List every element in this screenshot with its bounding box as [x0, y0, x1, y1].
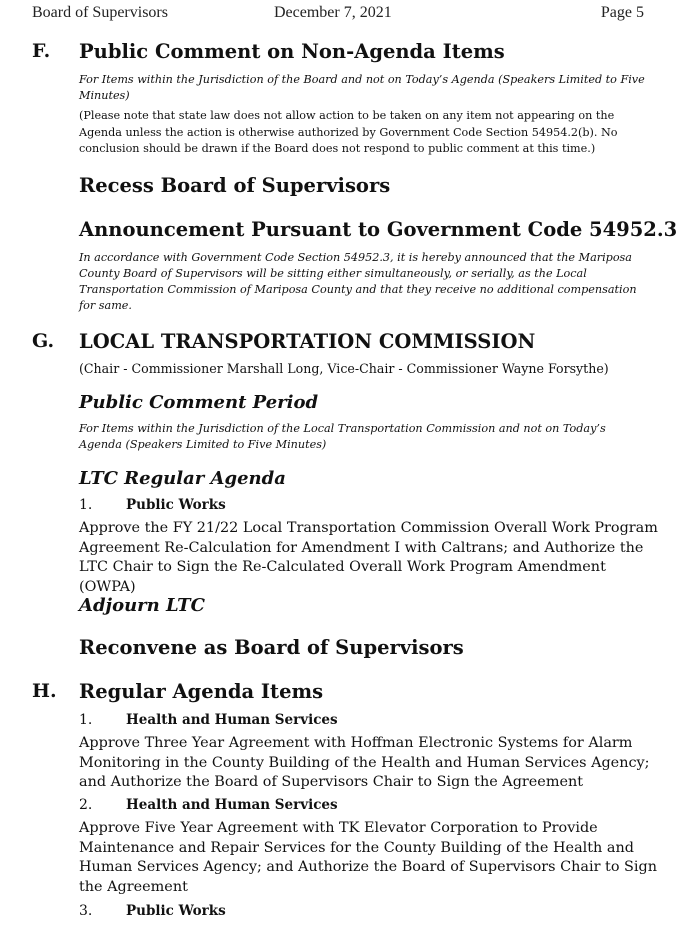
regular-item-text: Approve Five Year Agreement with TK Elevator Corporation to Provide Maintenance and Repair Services for the County Building of the Health and Human Services Agency; and Authorize the Board of Supervisors Chair to Sign the Agreement — [79, 820, 657, 895]
header-date: December 7, 2021 — [274, 4, 392, 21]
public-comment-period-title: Public Comment Period — [79, 392, 319, 413]
announcement-text: In accordance with Government Code Section 54952.3, it is hereby announced that the Mariposa County Board of Supervisors will be sitting either simultaneously, or serially, as the Local Transportation Commission of Mariposa County and that they receive no additional compensation for same. — [79, 251, 637, 312]
section-g-letter: G. — [32, 330, 55, 352]
ltc-item-text: Approve the FY 21/22 Local Transportation Commission Overall Work Program Agreement Re-Calculation for Amendment I with Caltrans; and Authorize the LTC Chair to Sign the Re-Calculated Overall Work Program Amendment (OWPA) — [79, 520, 658, 595]
ltc-item-number: 1. — [79, 497, 93, 513]
section-g-title: LOCAL TRANSPORTATION COMMISSION — [79, 330, 536, 353]
header-page-number: Page 5 — [600, 4, 644, 21]
ltc-regular-agenda-title: LTC Regular Agenda — [79, 468, 286, 489]
regular-item-department: Public Works — [126, 903, 226, 919]
adjourn-ltc: Adjourn LTC — [79, 595, 205, 616]
section-h-letter: H. — [32, 680, 57, 702]
regular-item-text: Approve Three Year Agreement with Hoffman Electronic Systems for Alarm Monitoring in the County Building of the Health and Human Services Agency; and Authorize the Board of Supervisors Chair to Sign the Agreement — [79, 735, 650, 790]
header-board-name: Board of Supervisors — [32, 4, 168, 21]
section-f-subtitle: For Items within the Jurisdiction of the Board and not on Today’s Agenda (Speakers Limited to Five Minutes) — [79, 73, 645, 102]
section-h-title: Regular Agenda Items — [79, 680, 324, 703]
regular-item-department: Health and Human Services — [126, 712, 338, 728]
regular-item-number: 2. — [79, 797, 93, 813]
public-comment-period-text: For Items within the Jurisdiction of the Local Transportation Commission and not on Today’s Agenda (Speakers Limited to Five Minutes) — [79, 422, 606, 451]
announcement-title: Announcement Pursuant to Government Code 54952.3 — [79, 218, 678, 241]
regular-item-number: 3. — [79, 903, 93, 919]
ltc-item-department: Public Works — [126, 497, 226, 513]
section-g-chairs: (Chair - Commissioner Marshall Long, Vice-Chair - Commissioner Wayne Forsythe) — [79, 361, 609, 376]
regular-item-department: Health and Human Services — [126, 797, 338, 813]
page-header — [32, 4, 644, 22]
section-f-title: Public Comment on Non-Agenda Items — [79, 40, 505, 63]
reconvene-title: Reconvene as Board of Supervisors — [79, 636, 464, 659]
section-f-note: (Please note that state law does not allow action to be taken on any item not appearing on the Agenda unless the action is otherwise authorized by Government Code Section 54954.2(b). No conclusion should be drawn if the Board does not respond to public comment at this time.) — [79, 109, 618, 155]
regular-item-number: 1. — [79, 712, 93, 728]
section-f-letter: F. — [32, 40, 51, 62]
recess-title: Recess Board of Supervisors — [79, 174, 391, 197]
